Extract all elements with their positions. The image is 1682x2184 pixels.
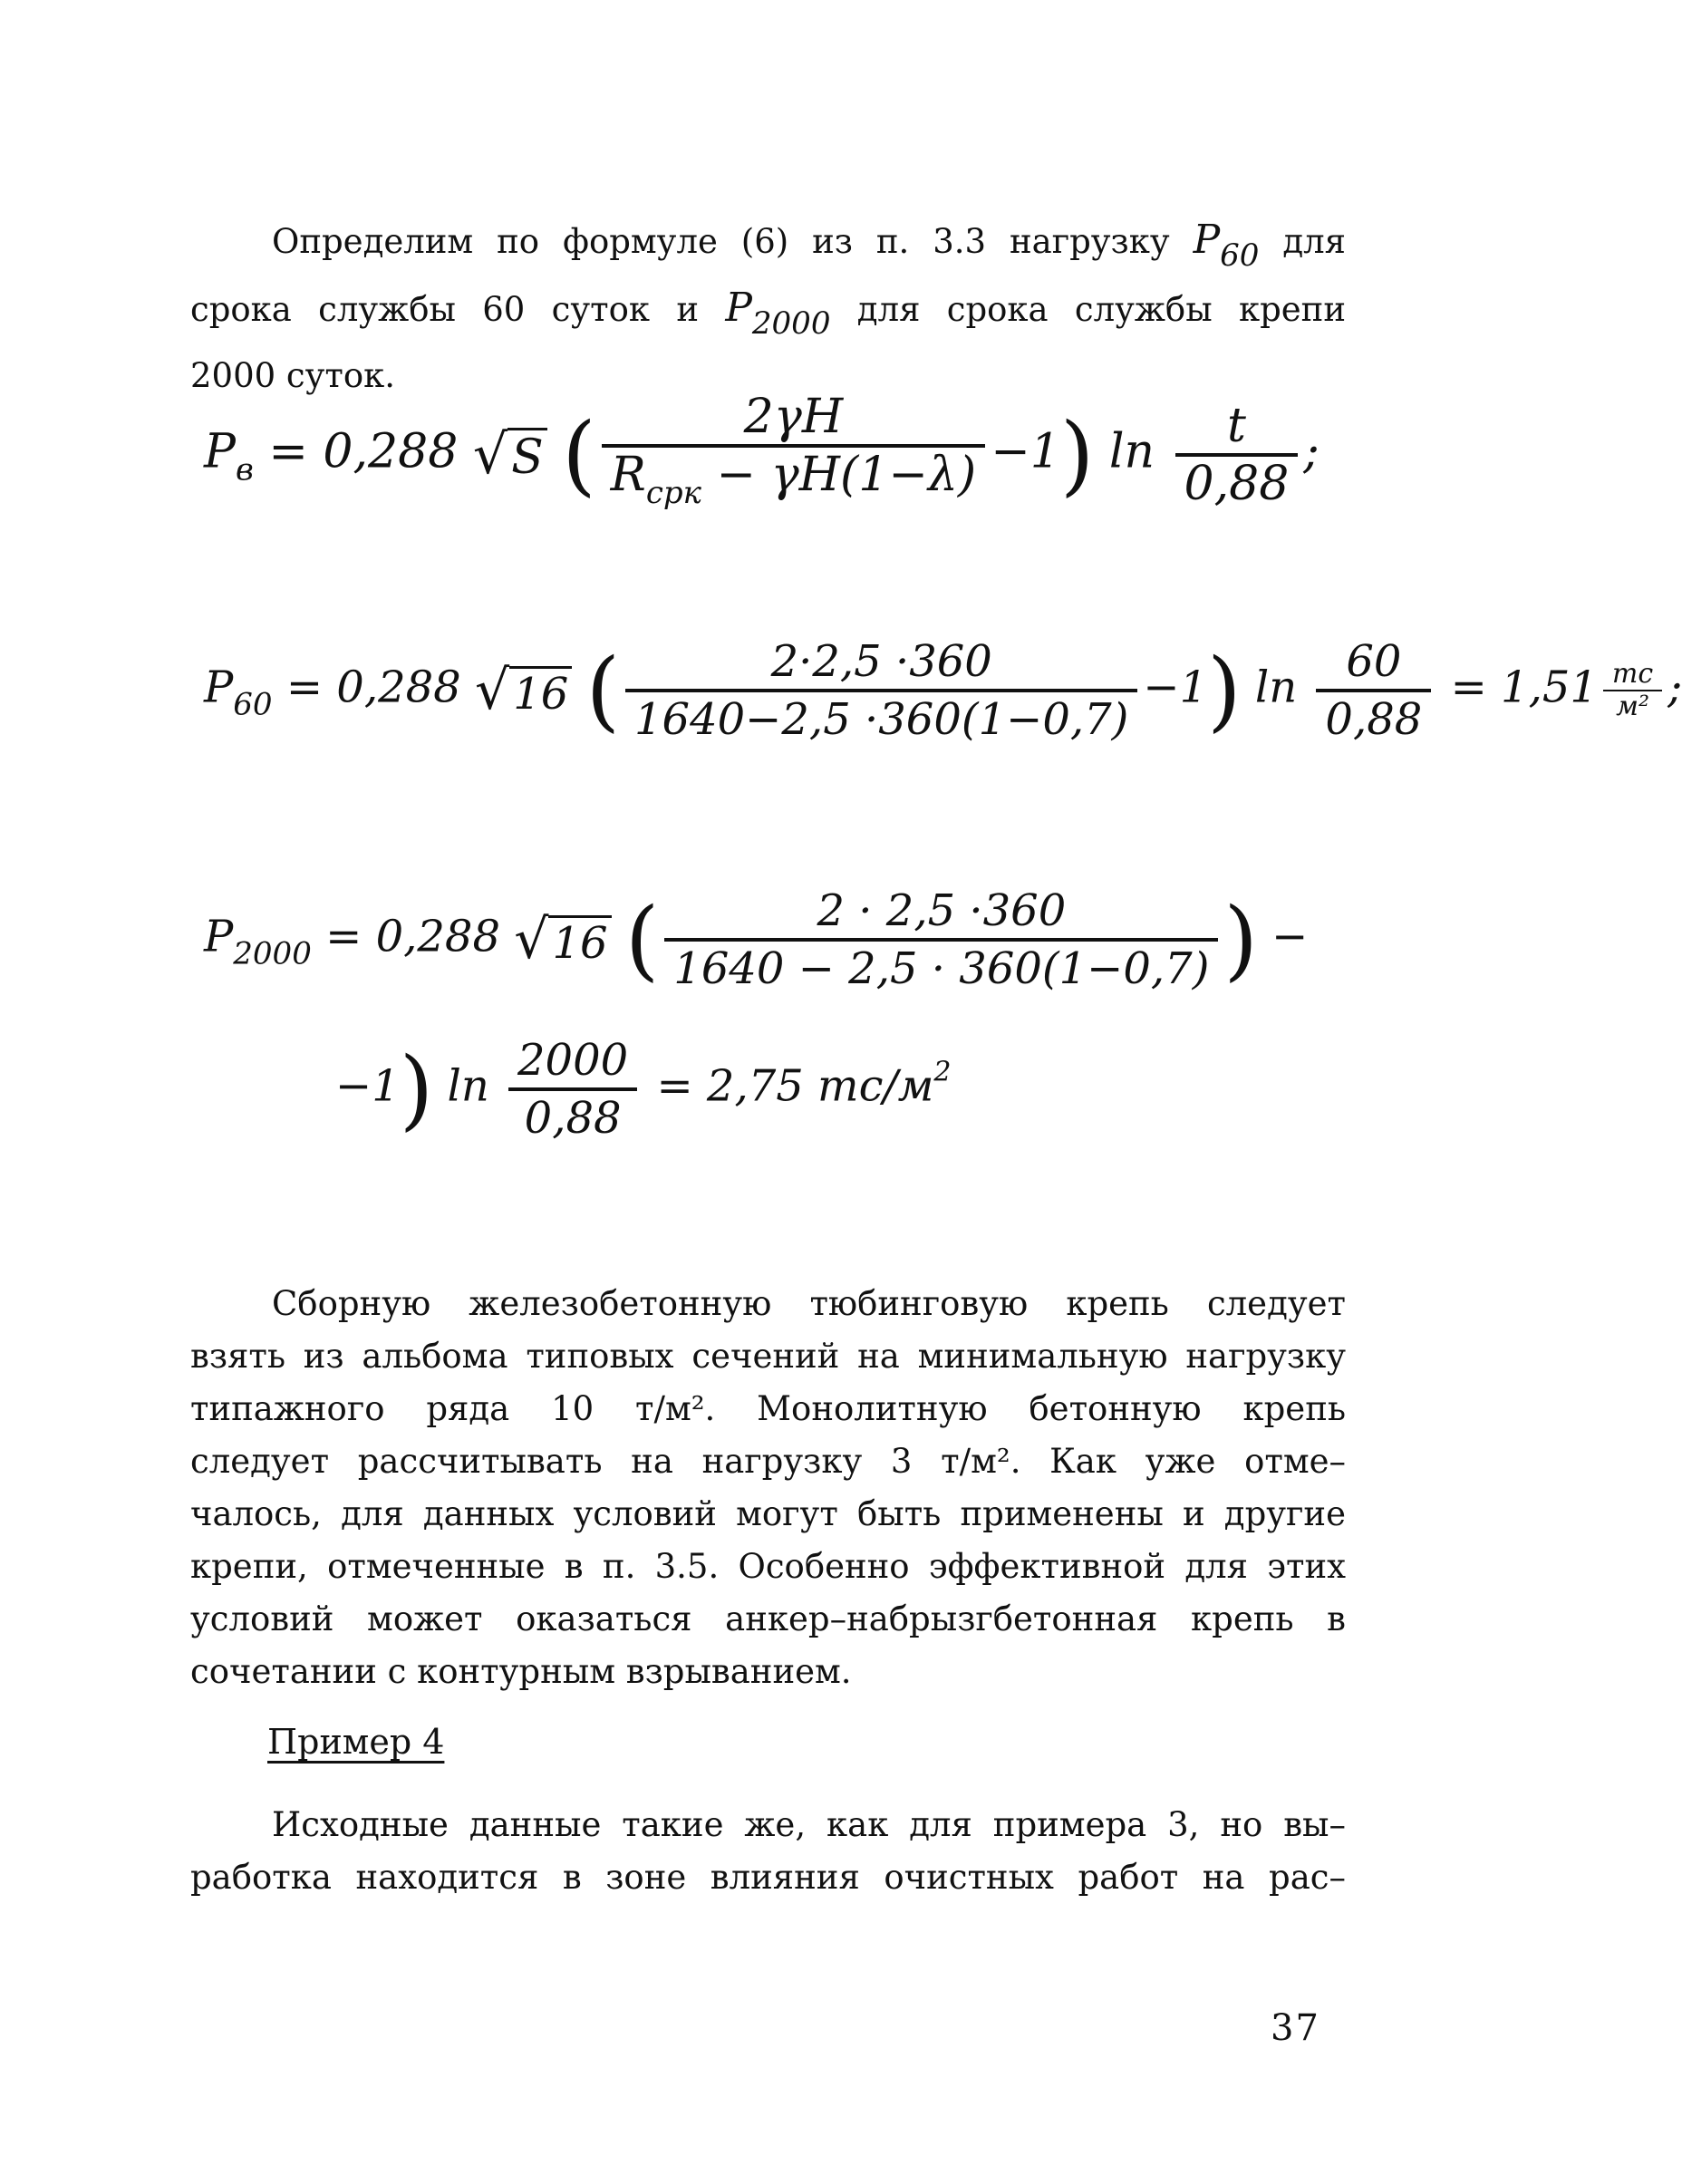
body-line-8: сочетании с контурным взрыванием. bbox=[190, 1652, 852, 1691]
example-paragraph bbox=[190, 1799, 1346, 1904]
intro-text-2a: срока службы 60 суток и bbox=[190, 290, 699, 329]
body-paragraph bbox=[190, 1278, 1346, 1698]
body-line-4: следует рассчитывать на нагрузку 3 т/м². Как уже отме– bbox=[190, 1442, 1346, 1481]
sqrt-16-a: √16 bbox=[475, 659, 572, 722]
fraction-p2000: $\frac{2 \cdot 2,5 \cdot 360}{1640 - 2,5 \cdot 360(1-0,7)}$ bbox=[664, 884, 1218, 996]
body-line-7: условий может оказаться анкер–набрызгбетонная крепь в bbox=[190, 1599, 1346, 1638]
formula-p2000: $P_{2000} = 0,288$ √16 ( $\frac{2 \cdot 2,5 \cdot 360}{1640 - 2,5 \cdot 360(1-0,7)}$ ) − bbox=[204, 885, 1309, 994]
formula-general: $P_в = 0,288$ √S ( $\frac{2\gamma H}{R_{срк} - \gamma H(1-\lambda)}$ −1) ln $\frac{t}{0,88}$ ; bbox=[204, 390, 1320, 520]
sqrt-16-b: √16 bbox=[514, 908, 611, 971]
intro-text-1-end: для bbox=[1282, 222, 1347, 261]
fraction-general: $\frac{2\gamma H}{R_{срк} - \gamma H(1-\lambda)}$ bbox=[602, 390, 986, 520]
body-line-6: крепи, отмеченные в п. 3.5. Особенно эффективной для этих bbox=[190, 1547, 1346, 1586]
intro-line-2 bbox=[190, 282, 1346, 350]
body-line-3: типажного ряда 10 т/м². Монолитную бетонную крепь bbox=[190, 1389, 1346, 1428]
body-line-2: взять из альбома типовых сечений на минимальную нагрузку bbox=[190, 1337, 1346, 1376]
sqrt-s: √S bbox=[473, 423, 547, 487]
intro-paragraph bbox=[190, 214, 1346, 402]
ln-fraction-p60: $\frac{60}{0,88}$ bbox=[1316, 634, 1431, 747]
page-number: 37 bbox=[1271, 2007, 1320, 2049]
intro-text-1: Определим по формуле (6) из п. 3.3 нагрузку bbox=[272, 222, 1170, 261]
intro-line-3: 2000 суток. bbox=[190, 356, 396, 395]
example-line-1: Исходные данные такие же, как для примера 3, но вы– bbox=[272, 1805, 1346, 1844]
ln-fraction-p2000: $\frac{2000}{0,88}$ bbox=[508, 1033, 637, 1145]
body-line-5: чалось, для данных условий могут быть применены и другие bbox=[190, 1494, 1346, 1533]
example-line-2: работка находится в зоне влияния очистных работ на рас– bbox=[190, 1858, 1346, 1897]
body-line-1: Сборную железобетонную тюбинговую крепь следует bbox=[272, 1284, 1346, 1323]
intro-line-1 bbox=[190, 214, 1346, 282]
example-heading: Пример 4 bbox=[267, 1722, 445, 1762]
p60-symbol: $P_{60}$ bbox=[1193, 217, 1260, 274]
unit-fraction: $\frac{тс}{\text{м²}}$ bbox=[1603, 659, 1662, 722]
formula-p60: $P_{60} = 0,288$ √16 ( $\frac{2\cdot 2,5 \cdot 360}{1640-2,5 \cdot 360(1-0,7)}$ −1) ln $\frac{60}{0,88}$ = 1,51 $\frac{тс}{\text{м²}}$ ; bbox=[204, 636, 1682, 745]
ln-fraction-general: $\frac{t}{0,88}$ bbox=[1175, 399, 1299, 511]
p2000-symbol: $P_{2000}$ bbox=[725, 285, 831, 342]
formula-p2000-continued: −1) ln $\frac{2000}{0,88}$ = 2,75 $тс/м^2$ bbox=[335, 1035, 952, 1144]
intro-text-2b: для срока службы крепи bbox=[856, 290, 1347, 329]
fraction-p60: $\frac{2\cdot 2,5 \cdot 360}{1640-2,5 \cdot 360(1-0,7)}$ bbox=[625, 634, 1137, 747]
